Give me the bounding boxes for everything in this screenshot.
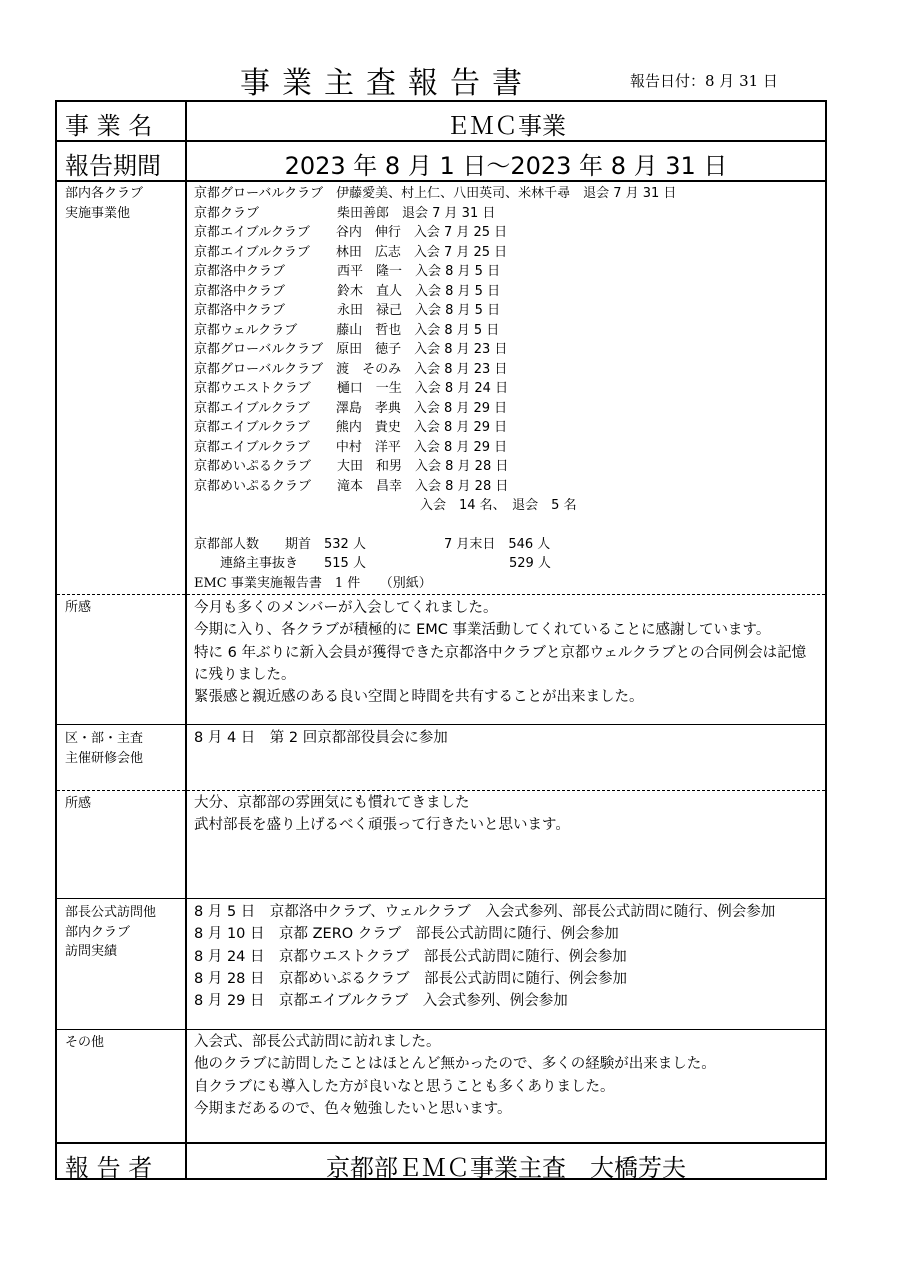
row-divider <box>57 724 825 725</box>
member-change-row: 京都ウェルクラブ 藤山 哲也 入会 8 月 5 日 <box>194 322 500 338</box>
page-title: 事業主査報告書 <box>240 66 534 101</box>
reporter-label: 報 告 者 <box>65 1154 153 1182</box>
visit-line: 8 月 5 日 京都洛中クラブ、ウェルクラブ 入会式参列、部長公式訪問に随行、例会参加 <box>194 904 776 920</box>
member-change-row: 京都洛中クラブ 鈴木 直人 入会 8 月 5 日 <box>194 283 501 299</box>
impressions-text <box>194 597 819 708</box>
row-divider <box>57 180 825 182</box>
member-change-row: 京都エイブルクラブ 中村 洋平 入会 8 月 29 日 <box>194 439 508 455</box>
report-date: 報告日付：8 月 31 日 <box>630 72 778 90</box>
member-change-row: 京都グローバルクラブ 渡 そのみ 入会 8 月 23 日 <box>194 361 508 377</box>
row-divider <box>57 898 825 899</box>
impression-line: 特に 6 年ぶりに新入会員が獲得できた京都洛中クラブと京都ウェルクラブとの合同例会は記憶に残りました。 <box>194 644 807 683</box>
impressions-label: 所感 <box>65 796 92 811</box>
impression-line: 今月も多くのメンバーが入会してくれました。 <box>194 600 498 616</box>
member-change-row: 京都エイブルクラブ 熊内 貴史 入会 8 月 29 日 <box>194 420 508 435</box>
report-period-value: 2023 年 8 月 1 日～2023 年 8 月 31 日 <box>284 152 728 180</box>
impression-line: 緊張感と親近感のある良い空間と時間を共有することが出来ました。 <box>194 689 644 706</box>
row-divider <box>57 1029 825 1030</box>
other-line: 今期まだあるので、色々勉強したいと思います。 <box>194 1100 512 1117</box>
impression-line: 大分、京都部の雰囲気にも慣れてきました <box>194 795 470 811</box>
report-period-label: 報告期間 <box>65 152 161 180</box>
member-change-row: 京都エイブルクラブ 澤島 孝典 入会 8 月 29 日 <box>194 400 508 416</box>
section-divider-dashed <box>57 790 825 791</box>
label-column-divider <box>185 102 187 1178</box>
visits-label: 部長公式訪問他 部内クラブ 訪問実績 <box>65 905 157 959</box>
impressions-text <box>194 792 819 837</box>
visit-line: 8 月 24 日 京都ウエストクラブ 部長公式訪問に随行、例会参加 <box>194 948 627 965</box>
business-name-label: 事 業 名 <box>65 112 153 140</box>
member-change-row: 京都めいぷるクラブ 大田 和男 入会 8 月 28 日 <box>194 459 509 474</box>
member-stat-row: 連絡主事抜き 515 人 529 人 <box>194 556 551 571</box>
membership-summary: 入会 14 名、 退会 5 名 <box>420 498 577 513</box>
visits-text <box>194 901 819 1012</box>
impressions-label: 所感 <box>65 600 92 615</box>
training-text <box>194 727 819 749</box>
member-change-row: 京都ウエストクラブ 樋口 一生 入会 8 月 24 日 <box>194 381 509 396</box>
other-line: 他のクラブに訪問したことはほとんど無かったので、多くの経験が出来ました。 <box>194 1056 716 1073</box>
visit-line: 8 月 29 日 京都エイブルクラブ 入会式参列、例会参加 <box>194 993 568 1010</box>
club-activities-label: 部内各クラブ 実施事業他 <box>65 186 144 221</box>
member-change-row: 京都グローバルクラブ 原田 徳子 入会 8 月 23 日 <box>194 342 508 357</box>
member-changes-list <box>194 184 819 593</box>
row-divider <box>57 1142 825 1144</box>
impression-line: 今期に入り、各クラブが積極的に EMC 事業活動してくれていることに感謝しています。 <box>194 622 771 639</box>
member-change-row: 京都グローバルクラブ 伊藤愛美、村上仁、八田英司、米林千尋 退会 7 月 31 日 <box>194 186 677 201</box>
report-form <box>55 100 827 1180</box>
member-stat-row: 京都部人数 期首 532 人 7 月末日 546 人 <box>194 536 551 552</box>
member-change-row: 京都クラブ 柴田善郎 退会 7 月 31 日 <box>194 205 496 221</box>
row-divider <box>57 140 825 142</box>
member-stat-row: EMC 事業実施報告書 1 件 （別紙） <box>194 575 432 591</box>
other-line: 入会式、部長公式訪問に訪れました。 <box>194 1034 441 1050</box>
business-name-value: ＥＭＣ事業 <box>446 112 566 140</box>
training-label: 区・部・主査 主催研修会他 <box>65 731 144 766</box>
reporter-value: 京都部ＥＭＣ事業主査 大橋芳夫 <box>326 1154 686 1182</box>
member-change-row: 京都エイブルクラブ 林田 広志 入会 7 月 25 日 <box>194 244 508 260</box>
visit-line: 8 月 28 日 京都めいぷるクラブ 部長公式訪問に随行、例会参加 <box>194 970 628 987</box>
member-change-row: 京都エイブルクラブ 谷内 伸行 入会 7 月 25 日 <box>194 225 508 240</box>
impression-line: 武村部長を盛り上げるべく頑張って行きたいと思います。 <box>194 817 570 834</box>
spacer <box>194 516 819 535</box>
training-line: 8 月 4 日 第 2 回京都部役員会に参加 <box>194 730 448 746</box>
member-change-row: 京都洛中クラブ 西平 隆一 入会 8 月 5 日 <box>194 264 501 279</box>
other-text <box>194 1031 819 1120</box>
other-line: 自クラブにも導入した方が良いなと思うことも多くありました。 <box>194 1078 615 1095</box>
member-change-row: 京都洛中クラブ 永田 禄己 入会 8 月 5 日 <box>194 303 501 318</box>
visit-line: 8 月 10 日 京都 ZERO クラブ 部長公式訪問に随行、例会参加 <box>194 926 619 943</box>
section-divider-dashed <box>57 594 825 595</box>
other-label: その他 <box>65 1035 105 1050</box>
member-change-row: 京都めいぷるクラブ 滝本 昌幸 入会 8 月 28 日 <box>194 478 509 494</box>
